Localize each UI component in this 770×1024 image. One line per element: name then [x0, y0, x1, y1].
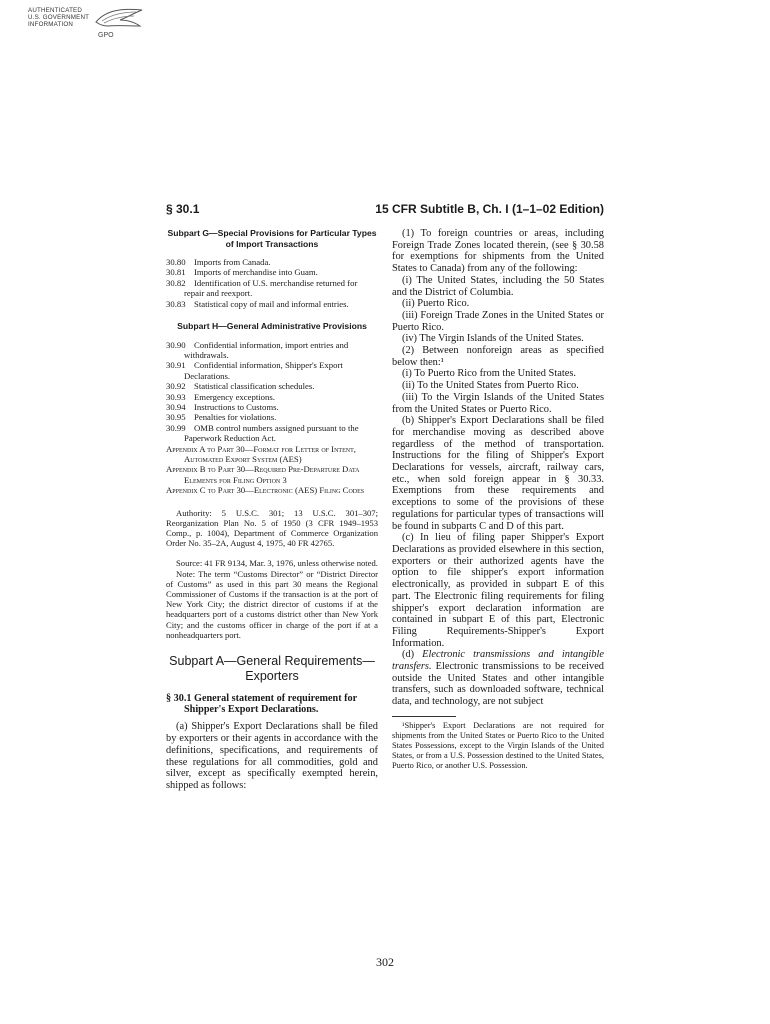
seal-line-2: U.S. GOVERNMENT [28, 14, 90, 22]
para-a-text: (a) Shipper's Export Declarations shall be filed by exporters or their agents in accordance with the definitions, specifications, and requirements of these regulations for all commodities, gold and silver, except as specifically exempted herein, shipped as follows: [166, 721, 378, 791]
toc-entry-text: Imports of merchandise into Guam. [194, 267, 318, 278]
toc-entry [166, 340, 378, 361]
para-d [392, 649, 604, 708]
toc-entry-text: Instructions to Customs. [194, 401, 279, 412]
appendix-a: Appendix A to Part 30—Format for Letter of Intent, Automated Export System (AES) [166, 443, 356, 464]
appendix-c: Appendix C to Part 30—Electronic (AES) Filing Codes [166, 485, 365, 496]
right-paragraph: (i) The United States, including the 50 States and the District of Columbia. [392, 274, 604, 298]
toc-entry-number: 30.99 [166, 422, 186, 433]
toc-entry-text: Statistical classification schedules. [194, 381, 315, 392]
page-number: 302 [376, 955, 394, 969]
seal-text [28, 7, 89, 29]
toc-entry-text: Statistical copy of mail and informal entries. [194, 298, 349, 309]
section-30-1-para-a [166, 721, 378, 791]
toc-entry [166, 402, 378, 412]
toc-entry-text: Confidential information, Shipper's Export Declarations. [184, 360, 343, 381]
toc-entry-text: OMB control numbers assigned pursuant to the Paperwork Reduction Act. [184, 422, 359, 444]
right-paragraph: (ii) To the United States from Puerto Rico. [402, 380, 579, 392]
running-head-section: § 30.1 [166, 202, 200, 216]
toc-entry [166, 267, 378, 277]
para-d-text: Electronic transmissions to be received outside the United States and other intangible transfers, such as downloaded software, technical data, and technology, are not subject [392, 661, 605, 708]
source-note: Source: 41 FR 9134, Mar. 3, 1976, unless otherwise noted. [176, 558, 378, 569]
toc-entry-number: 30.92 [166, 381, 186, 392]
toc-entry-number: 30.93 [166, 391, 186, 402]
subpart-g-toc [166, 257, 378, 309]
toc-entry [166, 299, 378, 309]
toc-entry-number: 30.81 [166, 267, 186, 278]
toc-entry-number: 30.90 [166, 339, 186, 350]
toc-entry [166, 278, 378, 299]
para-d-heading: Electronic transmissions and intangible transfers. [392, 649, 604, 673]
left-column [166, 228, 378, 792]
footnote-rule [392, 716, 456, 717]
subpart-h-toc [166, 340, 378, 444]
footnote-1: ¹Shipper's Export Declarations are not required for shipments from the United States or Puerto Rico to the United States Possessions, except to the Virgin Islands of the United States, or from a U.S. Possession destined to the United States, Puerto Rico, or another U.S. Possession. [392, 720, 604, 770]
toc-entry-number: 30.91 [166, 360, 186, 371]
toc-entry-text: Emergency exceptions. [194, 391, 275, 402]
appendix-b: Appendix B to Part 30—Required Pre-Departure Data Elements for Filing Option 3 [166, 464, 360, 485]
toc-entry-text: Confidential information, import entries and withdrawals. [184, 339, 349, 360]
toc-entry-text: Identification of U.S. merchandise returned for repair and reexport. [184, 277, 358, 299]
subpart-a-title: Subpart A—General Requirements—Exporters [169, 654, 375, 683]
toc-entry [166, 360, 378, 381]
seal-gpo: GPO [98, 32, 114, 39]
toc-entry-text: Imports from Canada. [194, 257, 271, 267]
toc-entry-number: 30.94 [166, 401, 186, 412]
section-30-1-title: § 30.1 General statement of requirement for Shipper's Export Declarations. [166, 693, 357, 716]
toc-entry [166, 257, 378, 267]
toc-entry-number: 30.95 [166, 412, 186, 423]
right-paragraph: (iii) To the Virgin Islands of the United States from the United States or Puerto Rico. [392, 391, 604, 415]
right-paragraph: (iv) The Virgin Islands of the United States. [402, 333, 584, 345]
subpart-g-title: Subpart G—Special Provisions for Particular Types of Import Transactions [167, 228, 377, 249]
toc-entry-number: 30.83 [166, 298, 186, 309]
right-paragraph: (1) To foreign countries or areas, including Foreign Trade Zones located therein, (see § 30.58 for exemptions for shipments from the United States to Canada) from any of the following: [392, 228, 604, 275]
toc-entry-number: 30.82 [166, 277, 186, 288]
right-paragraph: (2) Between nonforeign areas as specified below then:¹ [392, 345, 604, 368]
toc-entry [166, 412, 378, 422]
eagle-icon [92, 6, 146, 34]
toc-entry-number: 30.80 [166, 257, 186, 267]
toc-entry [166, 381, 378, 391]
right-paragraphs [392, 228, 604, 649]
toc-entry-text: Penalties for violations. [194, 412, 277, 423]
seal-line-3: INFORMATION [28, 21, 74, 29]
right-paragraph: (i) To Puerto Rico from the United States. [402, 368, 576, 380]
right-paragraph: (ii) Puerto Rico. [402, 298, 470, 310]
toc-entry [166, 423, 378, 444]
authority-note: Authority: 5 U.S.C. 301; 13 U.S.C. 301–307; Reorganization Plan No. 5 of 1950 (3 CFR 1949–1953 Comp., p. 1004), Department of Commerce Organization Order No. 35–2A, August 4, 1975, 40 FR 42765. [166, 507, 378, 549]
para-d-label: (d) [402, 649, 415, 661]
gpo-authentication-seal [28, 4, 148, 44]
right-paragraph: (c) In lieu of filing paper Shipper's Export Declarations as provided elsewhere in this section, exporters or their authorized agents have the option to file shipper's export information electronically, as provided in subpart E of this part. The Electronic filing requirements for filing shipper's export declaration information are contained in subpart E of this part, Electronic Filing Requirements-Shipper's Export Information. [392, 532, 604, 649]
right-column [392, 228, 604, 771]
definition-note: Note: The term “Customs Director” or “District Director of Customs” as used in this part 30 means the Regional Commissioner of Customs if the transaction is at the port of New York City; the district director of customs if at the headquarters port of a customs district other than New York City; and the customs officer in charge of the port if at a nonheadquarters port. [166, 568, 378, 640]
running-head-edition: 15 CFR Subtitle B, Ch. I (1–1–02 Edition) [375, 202, 604, 216]
right-paragraph: (b) Shipper's Export Declarations shall be filed for merchandise moving as described above regardless of the method of transportation. Instructions for the filing of Shipper's Export Declarations for vessels, aircraft, railway cars, etc., when sold foreign appear in § 30.33. Exemptions from these requirements and exceptions to some of the provisions of these regulations for particular types of transactions will be found in subparts C and D of this part. [392, 415, 604, 532]
toc-entry [166, 392, 378, 402]
seal-line-1: AUTHENTICATED [28, 7, 83, 14]
subpart-h-title: Subpart H—General Administrative Provisions [177, 321, 367, 332]
right-paragraph: (iii) Foreign Trade Zones in the United States or Puerto Rico. [392, 309, 604, 333]
